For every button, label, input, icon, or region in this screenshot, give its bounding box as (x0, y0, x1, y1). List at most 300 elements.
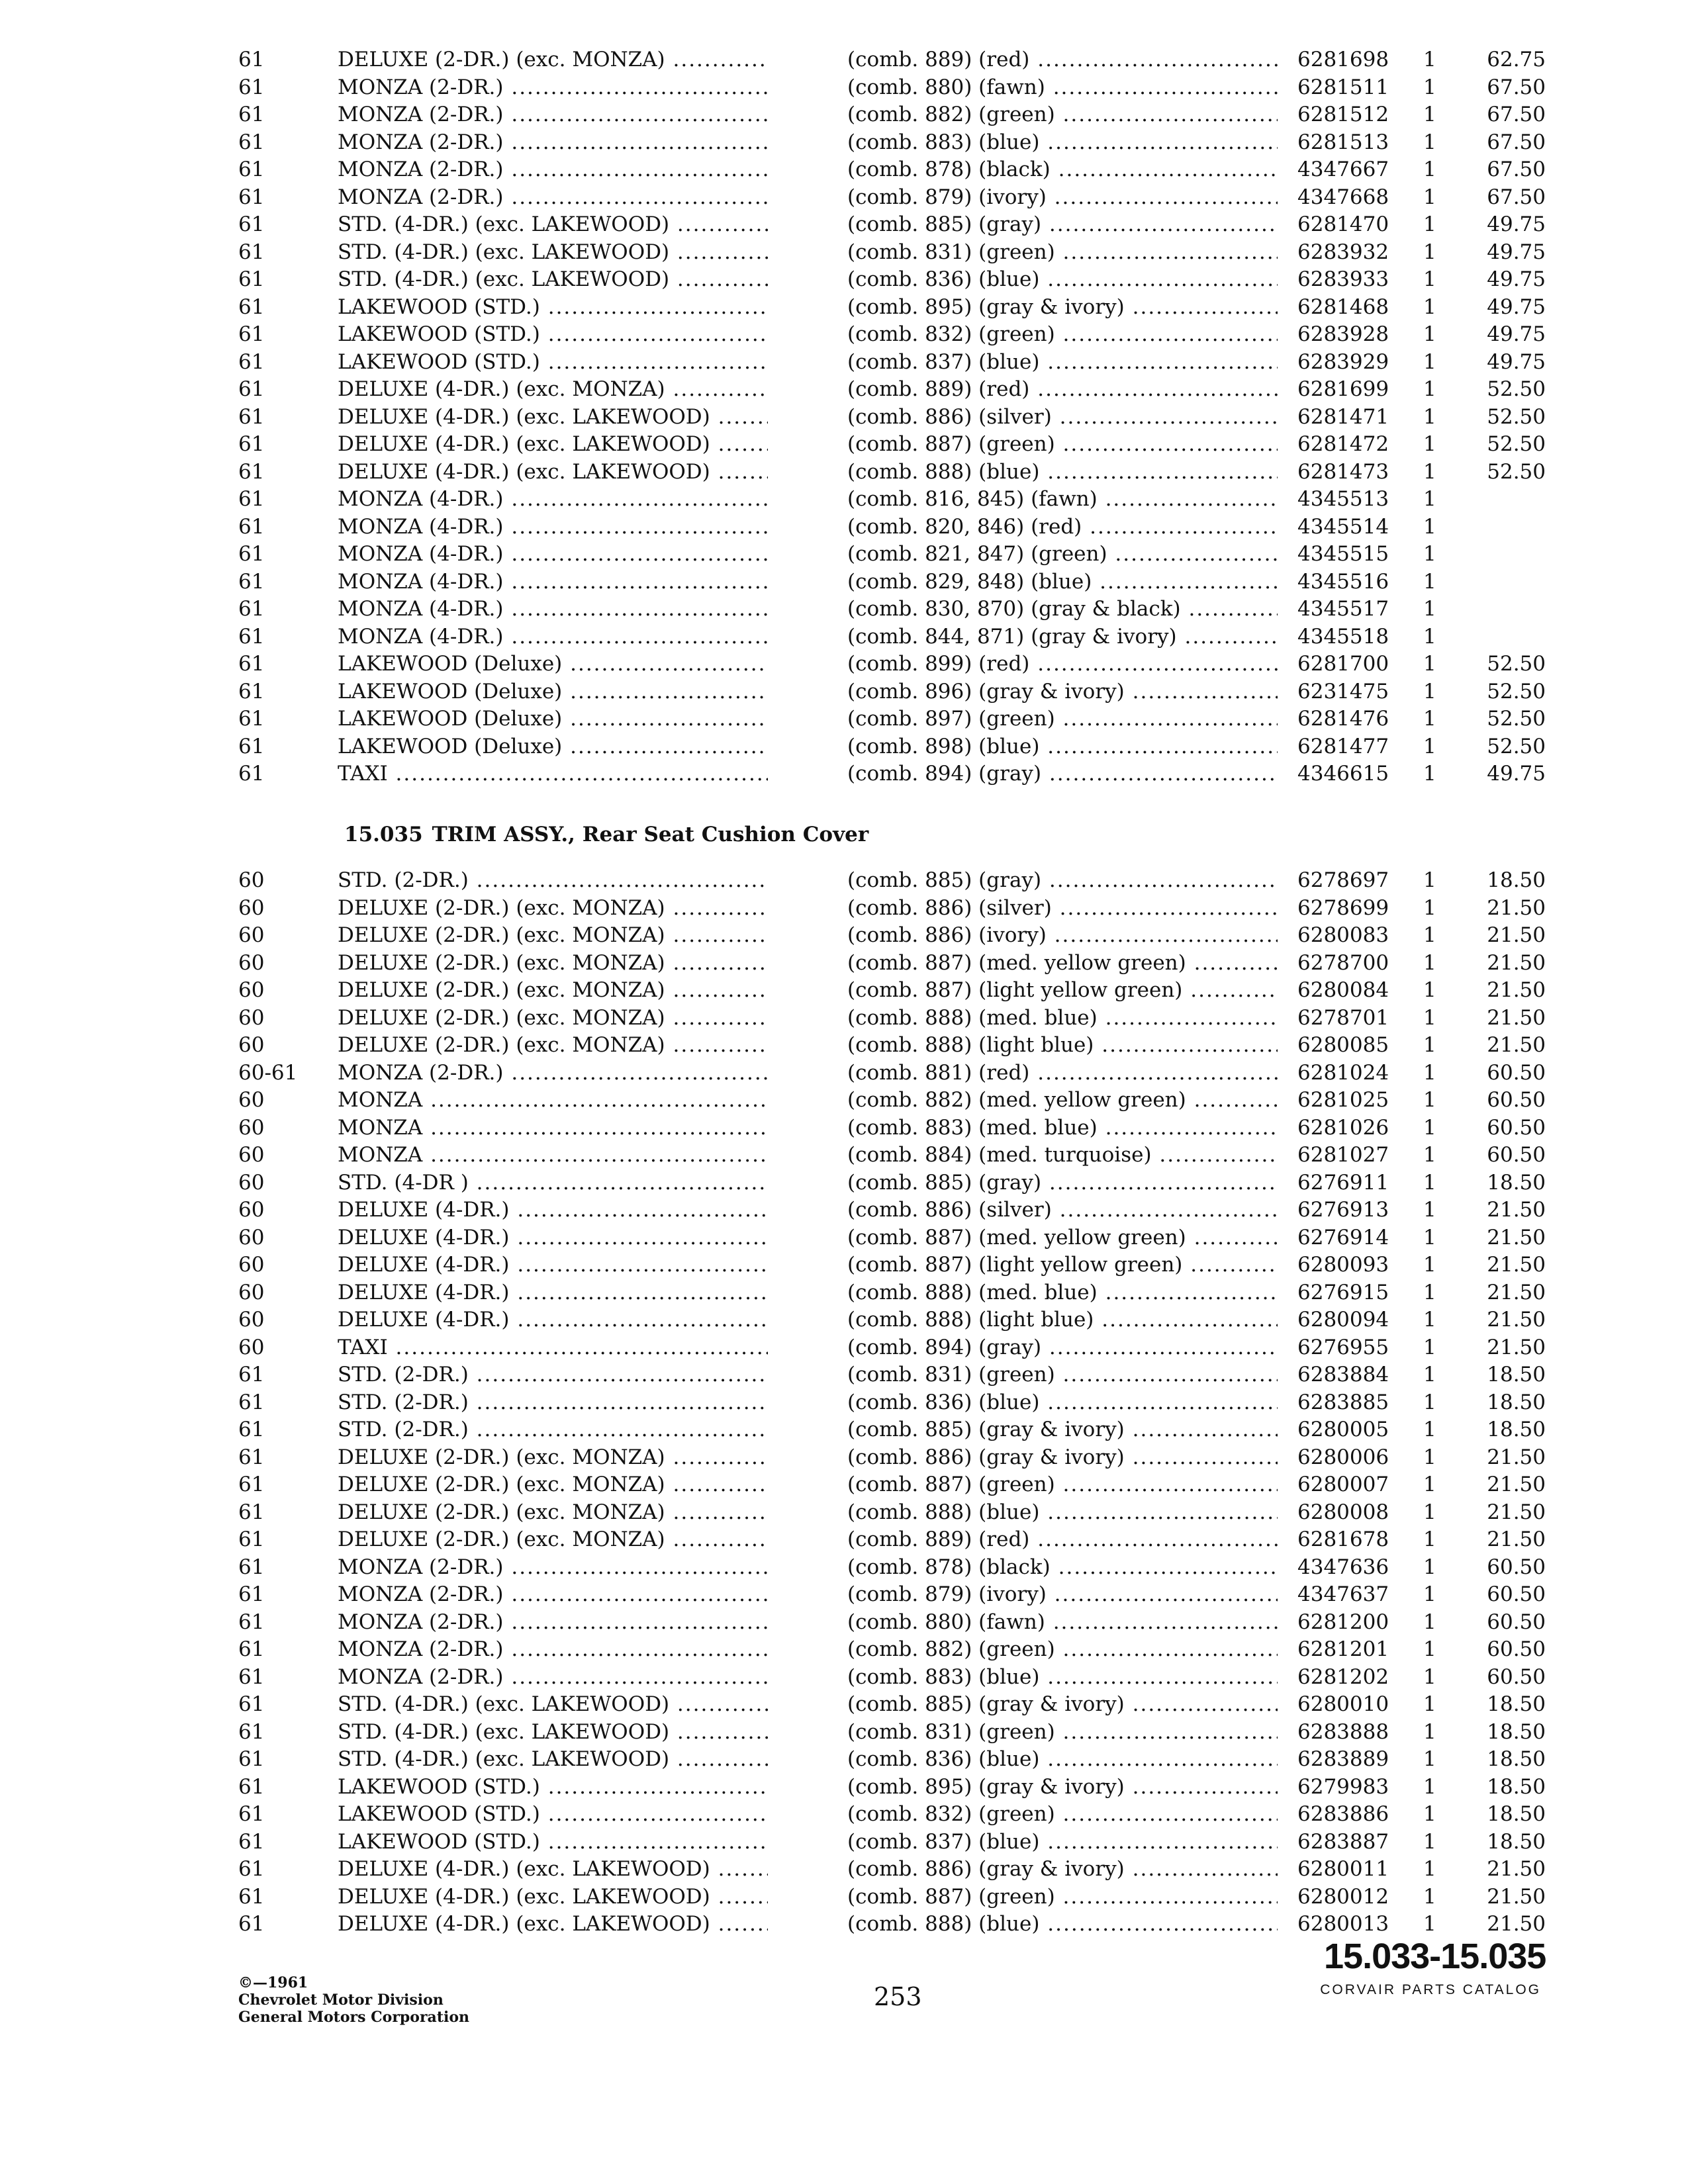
combination-cell: (comb. 898) (blue) ..... (847, 733, 1278, 761)
part-number-cell: 6276913 (1297, 1198, 1389, 1222)
description-cell: DELUXE (4-DR.) (exc. LAKEWOOD) ..... (338, 404, 768, 432)
quantity-cell: 1 (1423, 1390, 1436, 1414)
copyright-line: Chevrolet Motor Division (238, 1991, 444, 2009)
table-row (238, 1142, 1556, 1169)
model-year-cell: 61 (238, 1884, 265, 1909)
description-cell: LAKEWOOD (STD.) ..... (338, 1801, 768, 1829)
model-year-cell: 60 (238, 1198, 265, 1222)
quantity-cell: 1 (1423, 130, 1436, 154)
model-year-cell: 60 (238, 1115, 265, 1140)
description-cell: STD. (2-DR.) ..... (338, 1416, 768, 1444)
model-year-cell: 61 (238, 212, 265, 236)
section-heading (344, 823, 868, 846)
quantity-cell: 1 (1423, 895, 1436, 920)
description-cell: DELUXE (4-DR.) ..... (338, 1197, 768, 1224)
description-cell: STD. (2-DR.) ..... (338, 1361, 768, 1389)
description-cell: MONZA (4-DR.) ..... (338, 541, 768, 569)
part-number-cell: 6281472 (1297, 432, 1389, 456)
table-row (238, 239, 1556, 267)
combination-cell: (comb. 887) (light yellow green) ..... (847, 977, 1278, 1005)
price-cell: 60.50 (1487, 1143, 1546, 1167)
table-row (238, 46, 1556, 74)
description-cell: STD. (2-DR.) ..... (338, 1389, 768, 1417)
price-cell: 21.50 (1487, 1033, 1546, 1057)
description-cell: DELUXE (2-DR.) (exc. MONZA) ..... (338, 1471, 768, 1499)
price-cell: 21.50 (1487, 1884, 1546, 1909)
description-cell: MONZA (2-DR.) ..... (338, 101, 768, 129)
price-cell: 52.50 (1487, 377, 1546, 401)
description-cell: TAXI ..... (338, 1334, 768, 1362)
parts-table-front-seat (238, 46, 1556, 788)
model-year-cell: 61 (238, 734, 265, 758)
combination-cell: (comb. 887) (green) ..... (847, 1471, 1278, 1499)
model-year-cell: 61 (238, 75, 265, 99)
part-number-cell: 6281511 (1297, 75, 1389, 99)
quantity-cell: 1 (1423, 212, 1436, 236)
table-row (238, 349, 1556, 377)
combination-cell: (comb. 832) (green) ..... (847, 1801, 1278, 1829)
description-cell: MONZA ..... (338, 1142, 768, 1169)
model-year-cell: 61 (238, 1473, 265, 1496)
combination-cell: (comb. 887) (green) ..... (847, 1884, 1278, 1911)
model-year-cell: 60 (238, 1143, 265, 1167)
section-range: 15.033-15.035 (1324, 1936, 1546, 1976)
model-year-cell: 61 (238, 1774, 265, 1799)
combination-cell: (comb. 882) (green) ..... (847, 1636, 1278, 1664)
quantity-cell: 1 (1423, 542, 1436, 566)
price-cell: 18.50 (1487, 1170, 1546, 1195)
quantity-cell: 1 (1423, 679, 1436, 704)
combination-cell: (comb. 889) (red) ..... (847, 1526, 1278, 1554)
combination-cell: (comb. 888) (blue) ..... (847, 1911, 1278, 1938)
table-row (238, 596, 1556, 623)
description-cell: DELUXE (4-DR.) ..... (338, 1279, 768, 1307)
part-number-cell: 4345516 (1297, 569, 1389, 594)
table-row (238, 184, 1556, 212)
description-cell: LAKEWOOD (STD.) ..... (338, 349, 768, 377)
price-cell: 60.50 (1487, 1610, 1546, 1634)
model-year-cell: 61 (238, 1802, 265, 1826)
price-cell: 18.50 (1487, 1829, 1546, 1854)
part-number-cell: 6280085 (1297, 1033, 1389, 1057)
model-year-cell: 61 (238, 103, 265, 126)
description-cell: MONZA (2-DR.) ..... (338, 1636, 768, 1664)
combination-cell: (comb. 886) (ivory) ..... (847, 922, 1278, 950)
quantity-cell: 1 (1423, 1719, 1436, 1744)
quantity-cell: 1 (1423, 1363, 1436, 1387)
quantity-cell: 1 (1423, 432, 1436, 456)
quantity-cell: 1 (1423, 322, 1436, 346)
model-year-cell: 61 (238, 624, 265, 649)
part-number-cell: 6280006 (1297, 1445, 1389, 1469)
price-cell: 21.50 (1487, 1857, 1546, 1881)
table-row (238, 1334, 1556, 1362)
description-cell: LAKEWOOD (STD.) ..... (338, 1774, 768, 1801)
part-number-cell: 6279983 (1297, 1774, 1389, 1799)
table-row (238, 760, 1556, 788)
model-year-cell: 61 (238, 1719, 265, 1744)
quantity-cell: 1 (1423, 103, 1436, 126)
quantity-cell: 1 (1423, 1280, 1436, 1304)
model-year-cell: 61 (238, 459, 265, 484)
table-row (238, 1746, 1556, 1774)
copyright-line: ©—1961 (238, 1974, 308, 1991)
price-cell: 49.75 (1487, 295, 1546, 319)
table-row (238, 1719, 1556, 1747)
table-row (238, 1801, 1556, 1829)
combination-cell: (comb. 886) (silver) ..... (847, 1197, 1278, 1224)
quantity-cell: 1 (1423, 404, 1436, 429)
combination-cell: (comb. 885) (gray) ..... (847, 211, 1278, 239)
page-number: 253 (874, 1982, 922, 2011)
price-cell: 21.50 (1487, 923, 1546, 947)
quantity-cell: 1 (1423, 1170, 1436, 1195)
price-cell: 21.50 (1487, 1335, 1546, 1359)
model-year-cell: 61 (238, 542, 265, 566)
model-year-cell: 61 (238, 1692, 265, 1716)
table-row (238, 1554, 1556, 1582)
quantity-cell: 1 (1423, 1582, 1436, 1606)
part-number-cell: 6231475 (1297, 679, 1389, 704)
description-cell: MONZA ..... (338, 1087, 768, 1115)
quantity-cell: 1 (1423, 185, 1436, 209)
price-cell: 67.50 (1487, 158, 1546, 181)
part-number-cell: 4347637 (1297, 1582, 1389, 1606)
model-year-cell: 60 (238, 1170, 265, 1195)
quantity-cell: 1 (1423, 1198, 1436, 1222)
description-cell: LAKEWOOD (Deluxe) ..... (338, 705, 768, 733)
price-cell: 49.75 (1487, 322, 1546, 346)
part-number-cell: 4346615 (1297, 762, 1389, 786)
model-year-cell: 61 (238, 1747, 265, 1771)
quantity-cell: 1 (1423, 1664, 1436, 1689)
description-cell: LAKEWOOD (STD.) ..... (338, 1829, 768, 1856)
model-year-cell: 61 (238, 349, 265, 374)
combination-cell: (comb. 887) (light yellow green) ..... (847, 1251, 1278, 1279)
part-number-cell: 6283889 (1297, 1747, 1389, 1771)
description-cell: LAKEWOOD (Deluxe) ..... (338, 733, 768, 761)
description-cell: LAKEWOOD (Deluxe) ..... (338, 651, 768, 678)
description-cell: MONZA (4-DR.) ..... (338, 569, 768, 596)
price-cell: 60.50 (1487, 1664, 1546, 1689)
part-number-cell: 6280094 (1297, 1308, 1389, 1332)
quantity-cell: 1 (1423, 1253, 1436, 1277)
combination-cell: (comb. 888) (med. blue) ..... (847, 1279, 1278, 1307)
price-cell: 18.50 (1487, 1390, 1546, 1414)
part-number-cell: 6283888 (1297, 1719, 1389, 1744)
part-number-cell: 6280005 (1297, 1418, 1389, 1441)
combination-cell: (comb. 832) (green) ..... (847, 321, 1278, 349)
description-cell: DELUXE (2-DR.) (exc. MONZA) ..... (338, 977, 768, 1005)
quantity-cell: 1 (1423, 1527, 1436, 1551)
combination-cell: (comb. 882) (med. yellow green) ..... (847, 1087, 1278, 1115)
table-row (238, 1444, 1556, 1472)
table-row (238, 1224, 1556, 1252)
price-cell: 21.50 (1487, 1308, 1546, 1332)
combination-cell: (comb. 887) (med. yellow green) ..... (847, 1224, 1278, 1252)
combination-cell: (comb. 896) (gray & ivory) ..... (847, 678, 1278, 706)
combination-cell: (comb. 886) (silver) ..... (847, 895, 1278, 923)
quantity-cell: 1 (1423, 597, 1436, 621)
combination-cell: (comb. 884) (med. turquoise) ..... (847, 1142, 1278, 1169)
combination-cell: (comb. 837) (blue) ..... (847, 349, 1278, 377)
price-cell: 18.50 (1487, 868, 1546, 892)
model-year-cell: 61 (238, 158, 265, 181)
combination-cell: (comb. 836) (blue) ..... (847, 1746, 1278, 1774)
quantity-cell: 1 (1423, 1692, 1436, 1716)
table-row (238, 1691, 1556, 1719)
combination-cell: (comb. 895) (gray & ivory) ..... (847, 1774, 1278, 1801)
price-cell: 60.50 (1487, 1088, 1546, 1112)
price-cell: 67.50 (1487, 75, 1546, 99)
model-year-cell: 61 (238, 48, 265, 71)
combination-cell: (comb. 886) (gray & ivory) ..... (847, 1856, 1278, 1884)
description-cell: DELUXE (2-DR.) (exc. MONZA) ..... (338, 1005, 768, 1032)
description-cell: DELUXE (4-DR.) (exc. LAKEWOOD) ..... (338, 431, 768, 459)
combination-cell: (comb. 830, 870) (gray & black) ..... (847, 596, 1278, 623)
table-row (238, 129, 1556, 157)
model-year-cell: 61 (238, 404, 265, 429)
combination-cell: (comb. 888) (light blue) ..... (847, 1306, 1278, 1334)
description-cell: MONZA ..... (338, 1115, 768, 1142)
price-cell: 18.50 (1487, 1802, 1546, 1826)
description-cell: MONZA (4-DR.) ..... (338, 623, 768, 651)
price-cell: 67.50 (1487, 130, 1546, 154)
description-cell: MONZA (2-DR.) ..... (338, 1581, 768, 1609)
part-number-cell: 6280093 (1297, 1253, 1389, 1277)
table-row (238, 156, 1556, 184)
description-cell: DELUXE (4-DR.) (exc. LAKEWOOD) ..... (338, 1884, 768, 1911)
description-cell: LAKEWOOD (STD.) ..... (338, 294, 768, 322)
combination-cell: (comb. 831) (green) ..... (847, 1719, 1278, 1747)
table-row (238, 1609, 1556, 1637)
model-year-cell: 60 (238, 868, 265, 892)
price-cell: 21.50 (1487, 1500, 1546, 1524)
description-cell: STD. (4-DR.) (exc. LAKEWOOD) ..... (338, 1719, 768, 1747)
quantity-cell: 1 (1423, 1418, 1436, 1441)
table-row (238, 431, 1556, 459)
quantity-cell: 1 (1423, 1857, 1436, 1881)
part-number-cell: 4347636 (1297, 1555, 1389, 1579)
model-year-cell: 61 (238, 1610, 265, 1634)
copyright-block (238, 1974, 469, 2026)
quantity-cell: 1 (1423, 1774, 1436, 1799)
combination-cell: (comb. 880) (fawn) ..... (847, 1609, 1278, 1637)
part-number-cell: 6278700 (1297, 950, 1389, 975)
description-cell: MONZA (4-DR.) ..... (338, 486, 768, 514)
price-cell: 21.50 (1487, 1445, 1546, 1469)
model-year-cell: 61 (238, 1363, 265, 1387)
quantity-cell: 1 (1423, 158, 1436, 181)
combination-cell: (comb. 885) (gray) ..... (847, 1169, 1278, 1197)
part-number-cell: 6283932 (1297, 240, 1389, 264)
table-row (238, 541, 1556, 569)
model-year-cell: 61 (238, 707, 265, 731)
description-cell: TAXI ..... (338, 760, 768, 788)
table-row (238, 1911, 1556, 1938)
description-cell: STD. (2-DR.) ..... (338, 867, 768, 895)
quantity-cell: 1 (1423, 1637, 1436, 1661)
table-row (238, 1416, 1556, 1444)
combination-cell: (comb. 882) (green) ..... (847, 101, 1278, 129)
price-cell: 67.50 (1487, 103, 1546, 126)
description-cell: MONZA (2-DR.) ..... (338, 1664, 768, 1692)
quantity-cell: 1 (1423, 1884, 1436, 1909)
part-number-cell: 4345513 (1297, 487, 1389, 511)
combination-cell: (comb. 897) (green) ..... (847, 705, 1278, 733)
table-row (238, 404, 1556, 432)
table-row (238, 514, 1556, 541)
part-number-cell: 6280010 (1297, 1692, 1389, 1716)
combination-cell: (comb. 886) (gray & ivory) ..... (847, 1444, 1278, 1472)
model-year-cell: 61 (238, 1857, 265, 1881)
part-number-cell: 6281025 (1297, 1088, 1389, 1112)
quantity-cell: 1 (1423, 1060, 1436, 1085)
price-cell: 52.50 (1487, 679, 1546, 704)
description-cell: DELUXE (2-DR.) (exc. MONZA) ..... (338, 1499, 768, 1527)
model-year-cell: 60 (238, 1308, 265, 1332)
quantity-cell: 1 (1423, 1610, 1436, 1634)
description-cell: DELUXE (2-DR.) (exc. MONZA) ..... (338, 950, 768, 978)
quantity-cell: 1 (1423, 295, 1436, 319)
table-row (238, 101, 1556, 129)
model-year-cell: 61 (238, 487, 265, 511)
model-year-cell: 61 (238, 1664, 265, 1689)
combination-cell: (comb. 888) (med. blue) ..... (847, 1005, 1278, 1032)
quantity-cell: 1 (1423, 762, 1436, 786)
price-cell: 60.50 (1487, 1637, 1546, 1661)
model-year-cell: 60 (238, 978, 265, 1002)
model-year-cell: 61 (238, 185, 265, 209)
table-row (238, 867, 1556, 895)
part-number-cell: 6281698 (1297, 48, 1389, 71)
description-cell: LAKEWOOD (Deluxe) ..... (338, 678, 768, 706)
price-cell: 49.75 (1487, 267, 1546, 291)
catalog-name: CORVAIR PARTS CATALOG (1320, 1982, 1541, 1997)
table-row (238, 922, 1556, 950)
part-number-cell: 4345517 (1297, 597, 1389, 621)
combination-cell: (comb. 820, 846) (red) ..... (847, 514, 1278, 541)
table-row (238, 1856, 1556, 1884)
table-row (238, 1087, 1556, 1115)
price-cell: 52.50 (1487, 734, 1546, 758)
description-cell: STD. (4-DR.) (exc. LAKEWOOD) ..... (338, 211, 768, 239)
part-number-cell: 6276915 (1297, 1280, 1389, 1304)
price-cell: 60.50 (1487, 1115, 1546, 1140)
combination-cell: (comb. 899) (red) ..... (847, 651, 1278, 678)
part-number-cell: 4345514 (1297, 514, 1389, 539)
description-cell: MONZA (2-DR.) ..... (338, 156, 768, 184)
part-number-cell: 6276911 (1297, 1170, 1389, 1195)
quantity-cell: 1 (1423, 1335, 1436, 1359)
model-year-cell: 61 (238, 130, 265, 154)
quantity-cell: 1 (1423, 1912, 1436, 1936)
model-year-cell: 60 (238, 1005, 265, 1030)
table-row (238, 1306, 1556, 1334)
price-cell: 21.50 (1487, 950, 1546, 975)
table-row (238, 1115, 1556, 1142)
combination-cell: (comb. 836) (blue) ..... (847, 1389, 1278, 1417)
combination-cell: (comb. 883) (blue) ..... (847, 1664, 1278, 1692)
part-number-cell: 6281473 (1297, 459, 1389, 484)
quantity-cell: 1 (1423, 1033, 1436, 1057)
section-title: TRIM ASSY., Rear Seat Cushion Cover (432, 823, 869, 846)
quantity-cell: 1 (1423, 377, 1436, 401)
model-year-cell: 60 (238, 1253, 265, 1277)
table-row (238, 1279, 1556, 1307)
part-number-cell: 6281678 (1297, 1527, 1389, 1551)
quantity-cell: 1 (1423, 1005, 1436, 1030)
model-year-cell: 61 (238, 1555, 265, 1579)
description-cell: MONZA (2-DR.) ..... (338, 74, 768, 102)
model-year-cell: 61 (238, 1527, 265, 1551)
table-row (238, 211, 1556, 239)
price-cell: 21.50 (1487, 1253, 1546, 1277)
quantity-cell: 1 (1423, 1308, 1436, 1332)
combination-cell: (comb. 836) (blue) ..... (847, 266, 1278, 294)
combination-cell: (comb. 885) (gray & ivory) ..... (847, 1416, 1278, 1444)
model-year-cell: 61 (238, 1829, 265, 1854)
description-cell: STD. (4-DR.) (exc. LAKEWOOD) ..... (338, 266, 768, 294)
description-cell: MONZA (4-DR.) ..... (338, 514, 768, 541)
part-number-cell: 6278699 (1297, 895, 1389, 920)
price-cell: 21.50 (1487, 1198, 1546, 1222)
combination-cell: (comb. 894) (gray) ..... (847, 1334, 1278, 1362)
combination-cell: (comb. 895) (gray & ivory) ..... (847, 294, 1278, 322)
model-year-cell: 60-61 (238, 1060, 298, 1085)
table-row (238, 459, 1556, 486)
part-number-cell: 4347668 (1297, 185, 1389, 209)
description-cell: DELUXE (4-DR.) ..... (338, 1306, 768, 1334)
part-number-cell: 6281024 (1297, 1060, 1389, 1085)
part-number-cell: 6283885 (1297, 1390, 1389, 1414)
part-number-cell: 6281468 (1297, 295, 1389, 319)
price-cell: 18.50 (1487, 1692, 1546, 1716)
table-row (238, 569, 1556, 596)
part-number-cell: 6281471 (1297, 404, 1389, 429)
model-year-cell: 61 (238, 597, 265, 621)
table-row (238, 1197, 1556, 1224)
model-year-cell: 61 (238, 679, 265, 704)
price-cell: 62.75 (1487, 48, 1546, 71)
quantity-cell: 1 (1423, 1802, 1436, 1826)
table-row (238, 1060, 1556, 1087)
price-cell: 18.50 (1487, 1363, 1546, 1387)
combination-cell: (comb. 889) (red) ..... (847, 46, 1278, 74)
part-number-cell: 4345518 (1297, 624, 1389, 649)
price-cell: 49.75 (1487, 240, 1546, 264)
combination-cell: (comb. 888) (light blue) ..... (847, 1032, 1278, 1060)
combination-cell: (comb. 885) (gray & ivory) ..... (847, 1691, 1278, 1719)
combination-cell: (comb. 883) (blue) ..... (847, 129, 1278, 157)
description-cell: STD. (4-DR.) (exc. LAKEWOOD) ..... (338, 1691, 768, 1719)
description-cell: STD. (4-DR ) ..... (338, 1169, 768, 1197)
price-cell: 21.50 (1487, 1225, 1546, 1250)
model-year-cell: 60 (238, 1280, 265, 1304)
quantity-cell: 1 (1423, 978, 1436, 1002)
price-cell: 49.75 (1487, 212, 1546, 236)
combination-cell: (comb. 816, 845) (fawn) ..... (847, 486, 1278, 514)
model-year-cell: 61 (238, 514, 265, 539)
price-cell: 52.50 (1487, 404, 1546, 429)
model-year-cell: 61 (238, 267, 265, 291)
model-year-cell: 61 (238, 1445, 265, 1469)
table-row (238, 486, 1556, 514)
description-cell: DELUXE (4-DR.) (exc. MONZA) ..... (338, 376, 768, 404)
combination-cell: (comb. 878) (black) ..... (847, 1554, 1278, 1582)
table-row (238, 376, 1556, 404)
quantity-cell: 1 (1423, 514, 1436, 539)
